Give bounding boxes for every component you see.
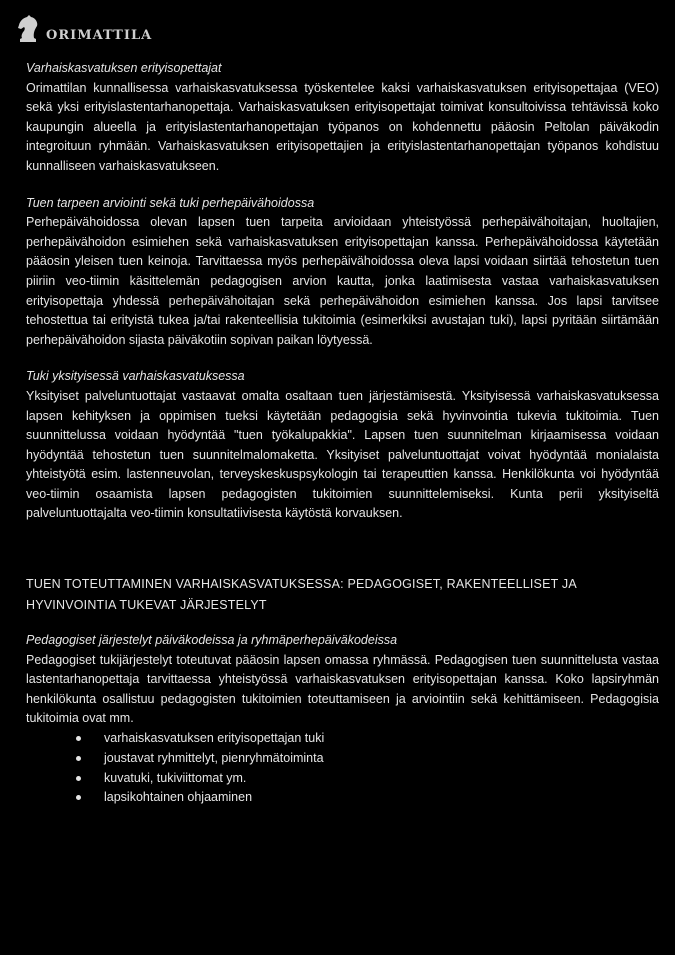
list-item	[104, 769, 659, 789]
section-private-daycare	[26, 367, 659, 524]
section-heading: Tuki yksityisessä varhaiskasvatuksessa	[26, 369, 245, 384]
section-heading: Tuen tarpeen arviointi sekä tuki perhepäivähoidossa	[26, 195, 315, 210]
section-body: Perhepäivähoidossa olevan lapsen tuen tarpeita arvioidaan yhteistyössä perhepäivähoitajan, huoltajien, perhepäivähoidon esimiehen sekä varhaiskasvatuksen erityisopettajan kanssa. Perhepäivähoidossa käytetään pääosin yleisen tuen keinoja. Tarvittaessa myös perhepäivähoidossa oleva lapsi voidaan siirtää tehostetun tuen piiriin veo-tiimin käsittelemän pedagogisen arvion kautta, jonka laatimisesta vastaa varhaiskasvatuksen erityisopettaja yhdessä perhepäivähoitajan sekä perhepäivähoidon esimiehen kanssa. Jos lapsi tarvitsee tehostettua tai erityistä tukea ja/tai rakenteellisia tukitoimia (esimerkiksi avustajan tuki), lapsi pyritään siirtämään perhepäivähoidon sijasta päiväkotiin sopivan paikan löytyessä.	[26, 215, 659, 347]
bullet-icon	[76, 736, 81, 741]
chess-knight-icon	[14, 14, 42, 44]
section-pedagogic-arrangements	[26, 631, 659, 808]
bullet-icon	[76, 756, 81, 761]
section-heading: Pedagogiset järjestelyt päiväkodeissa ja ryhmäperhepäiväkodeissa	[26, 633, 398, 648]
bullet-icon	[76, 795, 81, 800]
section-special-teachers	[26, 59, 659, 177]
section-family-daycare	[26, 194, 659, 351]
section-body: Yksityiset palveluntuottajat vastaavat omalta osaltaan tuen järjestämisestä. Yksityisessä varhaiskasvatuksessa lapsen kehityksen ja oppimisen tueksi käytetään pedagogisia sekä hyvinvointia tukevia tukitoimia. Tuen suunnittelussa voidaan hyödyntää "tuen työkalupakkia". Lapsen tuen suunnitelman kirjaamisessa voidaan hyödyntää tehostetun tuen suunnitelmalomaketta. Yksityiset palveluntuottajat voivat hyödyntää monialaista yhteistyötä esim. lastenneuvolan, terveyskeskuspsykologin tai terapeuttien kanssa. Henkilökunta voi hyödyntää veo-tiimin osaamista lapsen pedagogisten tukitoimien suunnittelemiseksi. Kunta perii yksityiseltä palveluntuottajalta veo-tiimin konsultatiivisesta käytöstä korvauksen.	[26, 388, 659, 521]
logo-text: ORIMATTILA	[46, 28, 153, 43]
list-item	[104, 788, 659, 808]
list-item	[104, 749, 659, 769]
list-item-text: varhaiskasvatuksen erityisopettajan tuki	[104, 731, 325, 746]
section-body: Pedagogiset tukijärjestelyt toteutuvat pääosin lapsen omassa ryhmässä. Pedagogisen tuen suunnittelusta vastaa lastentarhanopettaja tarvittaessa yhteistyössä varhaiskasvatuksen erityisopettajan kanssa. Koko lapsiryhmän henkilökunta osallistuu pedagogisten tukitoimien toteuttamiseen ja arviointiin sekä kehittämiseen. Pedagogisia tukitoimia ovat mm.	[26, 652, 659, 726]
logo	[14, 14, 152, 44]
main-title: TUEN TOTEUTTAMINEN VARHAISKASVATUKSESSA: PEDAGOGISET, RAKENTEELLISET JA HYVINVOINTIA TUKEVAT JÄRJESTELYT	[26, 577, 577, 613]
list-item-text: kuvatuki, tukiviittomat ym.	[104, 770, 247, 785]
bullet-list	[26, 729, 659, 808]
section-body: Orimattilan kunnallisessa varhaiskasvatuksessa työskentelee kaksi varhaiskasvatuksen erityisopettajaa (VEO) sekä yksi erityislastentarhanopettaja. Varhaiskasvatuksen erityisopettajat toimivat konsultoivissa tehtävissä koko kaupungin alueella ja erityislastentarhanopettajan työpanos on kohdennettu pääosin Peltolan päiväkodin integroituun ryhmään. Varhaiskasvatuksen erityisopettajien ja erityislastentarhanopettajan työpanos kohdistuu kunnalliseen varhaiskasvatukseen.	[26, 80, 659, 173]
section-heading: Varhaiskasvatuksen erityisopettajat	[26, 61, 222, 75]
bullet-icon	[76, 776, 81, 781]
list-item-text: joustavat ryhmittelyt, pienryhmätoiminta	[104, 750, 324, 765]
list-item-text: lapsikohtainen ohjaaminen	[104, 790, 253, 805]
list-item	[104, 729, 659, 749]
document-body	[26, 59, 659, 825]
